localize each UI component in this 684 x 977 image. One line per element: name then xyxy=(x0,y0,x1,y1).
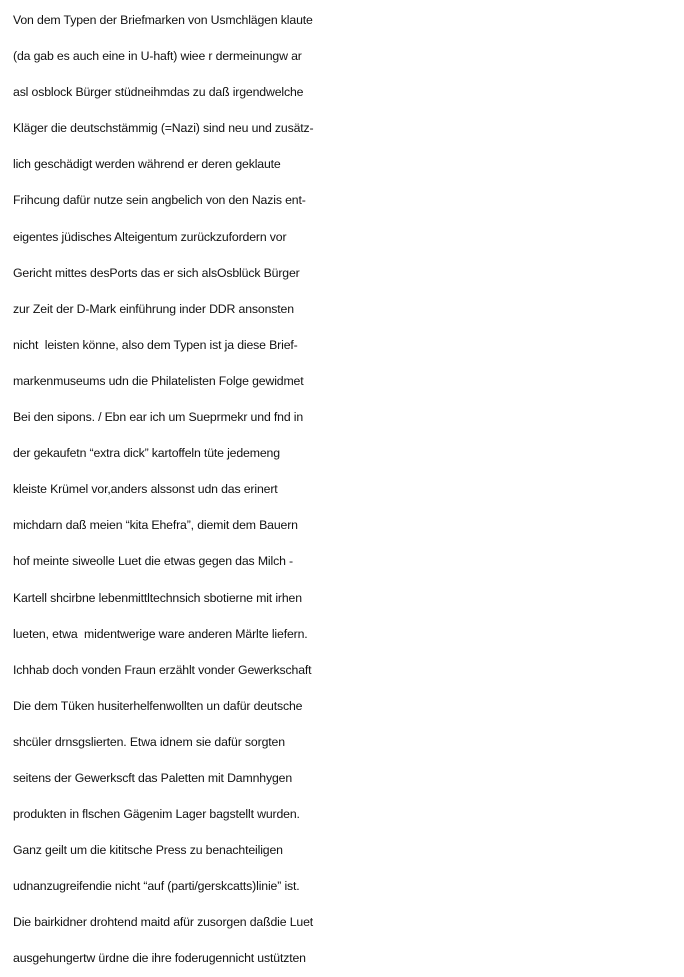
text-line: Gericht mittes desPorts das er sich alsOsblück Bürger xyxy=(13,265,300,280)
text-line: Kläger die deutschstämmig (=Nazi) sind neu und zusätz- xyxy=(13,121,314,136)
text-line: zur Zeit der D-Mark einführung inder DDR ansonsten xyxy=(13,301,294,316)
text-line: Bei den sipons. / Ebn ear ich um Sueprmekr und fnd in xyxy=(13,410,304,425)
text-line: der gekaufetn “extra dick” kartoffeln tüte jedemeng xyxy=(13,446,280,461)
text-line: hof meinte siweolle Luet die etwas gegen das Milch - xyxy=(13,554,293,569)
text-line: michdarn daß meien “kita Ehefra”, diemit dem Bauern xyxy=(13,518,298,533)
text-line: Von dem Typen der Briefmarken von Usmchlägen klaute xyxy=(13,13,313,27)
text-line: Die bairkidner drohtend maitd afür zusorgen daßdie Luet xyxy=(13,915,314,930)
text-line: shcüler drnsgslierten. Etwa idnem sie dafür sorgten xyxy=(13,734,285,749)
text-line: Ganz geilt um die kititsche Press zu benachteiligen xyxy=(13,843,283,858)
text-line: asl osblock Bürger stüdneihmdas zu daß irgendwelche xyxy=(13,85,304,100)
text-line: nicht leisten könne, also dem Typen ist ja diese Brief- xyxy=(13,337,298,352)
text-line: ausgehungertw ürdne die ihre foderugennicht ustützten xyxy=(13,951,306,966)
text-line: eigentes jüdisches Alteigentum zurückzufordern vor xyxy=(13,229,287,244)
text-line: markenmuseums udn die Philatelisten Folge gewidmet xyxy=(13,373,304,388)
text-line: lueten, etwa midentwerige ware anderen Märlte liefern. xyxy=(13,626,308,641)
text-line: Frihcung dafür nutze sein angbelich von den Nazis ent- xyxy=(13,193,306,208)
text-line: Die dem Tüken husiterhelfenwollten un dafür deutsche xyxy=(13,698,303,713)
text-line: seitens der Gewerkscft das Paletten mit Damnhygen xyxy=(13,770,293,785)
handwritten-style-text-block xyxy=(13,2,684,977)
text-line: Kartell shcirbne lebenmittltechnsich sbotierne mit irhen xyxy=(13,590,302,605)
text-line: kleiste Krümel vor,anders alssonst udn das erinert xyxy=(13,482,278,497)
text-line: produkten in flschen Gägenim Lager bagstellt wurden. xyxy=(13,807,300,822)
text-line: udnanzugreifendie nicht “auf (parti/gerskcatts)linie” ist. xyxy=(13,879,300,894)
text-line: Ichhab doch vonden Fraun erzählt vonder Gewerkschaft xyxy=(13,662,312,677)
text-line: (da gab es auch eine in U-haft) wiee r dermeinungw ar xyxy=(13,49,302,64)
text-line: lich geschädigt werden während er deren geklaute xyxy=(13,157,281,172)
